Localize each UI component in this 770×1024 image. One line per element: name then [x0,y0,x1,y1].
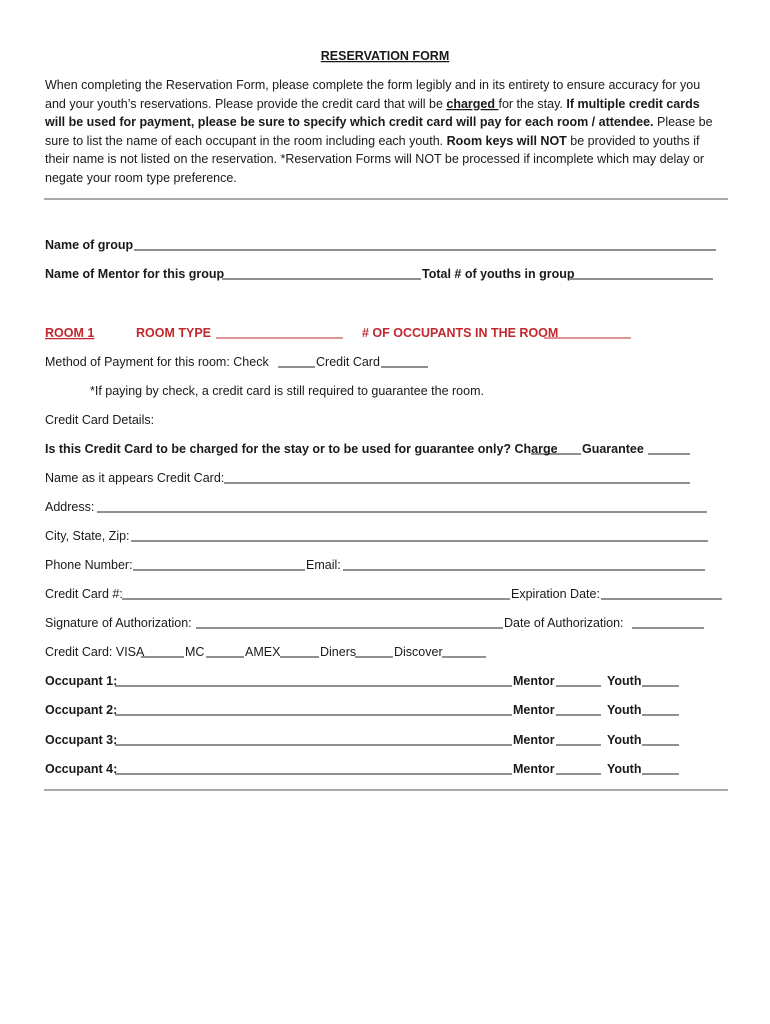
multiple-cards-emphasis: If multiple credit cards [566,97,700,111]
intro-text: sure to list the name of each occupant in the room including each youth. [45,134,447,148]
intro-text: Please be [653,115,713,129]
card-type-discover-label: Discover [394,645,443,659]
room-keys-emphasis: Room keys will NOT [446,134,567,148]
city-state-zip-label: City, State, Zip: [45,529,130,543]
email-label: Email: [306,558,341,572]
phone-number-label: Phone Number: [45,558,133,572]
signature-label: Signature of Authorization: [45,616,192,630]
card-type-amex-label: AMEX [245,645,281,659]
charge-question: Is this Credit Card to be charged for the stay or to be used for guarantee only? Charge [45,442,558,456]
occupant-row [45,703,679,717]
intro-paragraph [44,78,713,185]
occupant-1-label: Occupant 1: [45,674,118,688]
occupant-3-youth-label: Youth [607,733,642,747]
occupants-count-label: # OF OCCUPANTS IN THE ROOM [362,326,559,340]
intro-line-2 [45,97,700,111]
occupant-1-youth-label: Youth [607,674,642,688]
intro-line-5: their name is not listed on the reservation. *Reservation Forms will NOT be processed if incomplete which may delay or [45,152,705,166]
cardholder-name-label: Name as it appears Credit Card: [45,471,225,485]
expiration-date-label: Expiration Date: [511,587,600,601]
intro-line-3 [44,115,713,129]
card-number-label: Credit Card #: [45,587,123,601]
intro-text: and your youth’s reservations. Please provide the credit card that will be [45,97,447,111]
address-label: Address: [45,500,95,514]
card-type-visa-label: Credit Card: VISA [45,645,145,659]
mentor-name-label: Name of Mentor for this group [45,267,225,281]
group-name-label: Name of group [45,238,134,252]
check-note: *If paying by check, a credit card is still required to guarantee the room. [90,384,484,398]
intro-text: for the stay. [498,97,567,111]
room-1-heading: ROOM 1 [45,326,95,340]
room-type-label: ROOM TYPE [136,326,212,340]
occupant-3-label: Occupant 3: [45,733,118,747]
card-type-mc-label: MC [185,645,205,659]
occupant-1-mentor-label: Mentor [513,674,555,688]
occupant-row [45,674,679,688]
occupant-2-mentor-label: Mentor [513,703,555,717]
authorization-date-label: Date of Authorization: [504,616,624,630]
intro-line-6: negate your room type preference. [45,171,237,185]
guarantee-label: Guarantee [582,442,644,456]
occupant-3-mentor-label: Mentor [513,733,555,747]
occupant-2-youth-label: Youth [607,703,642,717]
occupant-4-label: Occupant 4: [45,762,118,776]
occupant-4-youth-label: Youth [607,762,642,776]
occupant-4-mentor-label: Mentor [513,762,555,776]
form-title: RESERVATION FORM [320,49,450,63]
occupant-row [45,762,679,776]
credit-card-option-label: Credit Card [316,355,380,369]
intro-line-1: When completing the Reservation Form, please complete the form legibly and in its entirety to ensure accuracy for you [45,78,701,92]
credit-card-details-label: Credit Card Details: [45,413,155,427]
occupant-2-label: Occupant 2: [45,703,118,717]
intro-text: be provided to youths if [566,134,700,148]
payment-method-label: Method of Payment for this room: Check [45,355,269,369]
occupant-row [45,733,679,747]
charged-emphasis: charged [446,97,499,111]
card-type-diners-label: Diners [320,645,357,659]
intro-line-4 [45,134,700,148]
specify-card-emphasis: will be used for payment, please be sure to specify which credit card will pay for each room / attendee. [45,115,654,129]
total-youths-label: Total # of youths in group [422,267,575,281]
